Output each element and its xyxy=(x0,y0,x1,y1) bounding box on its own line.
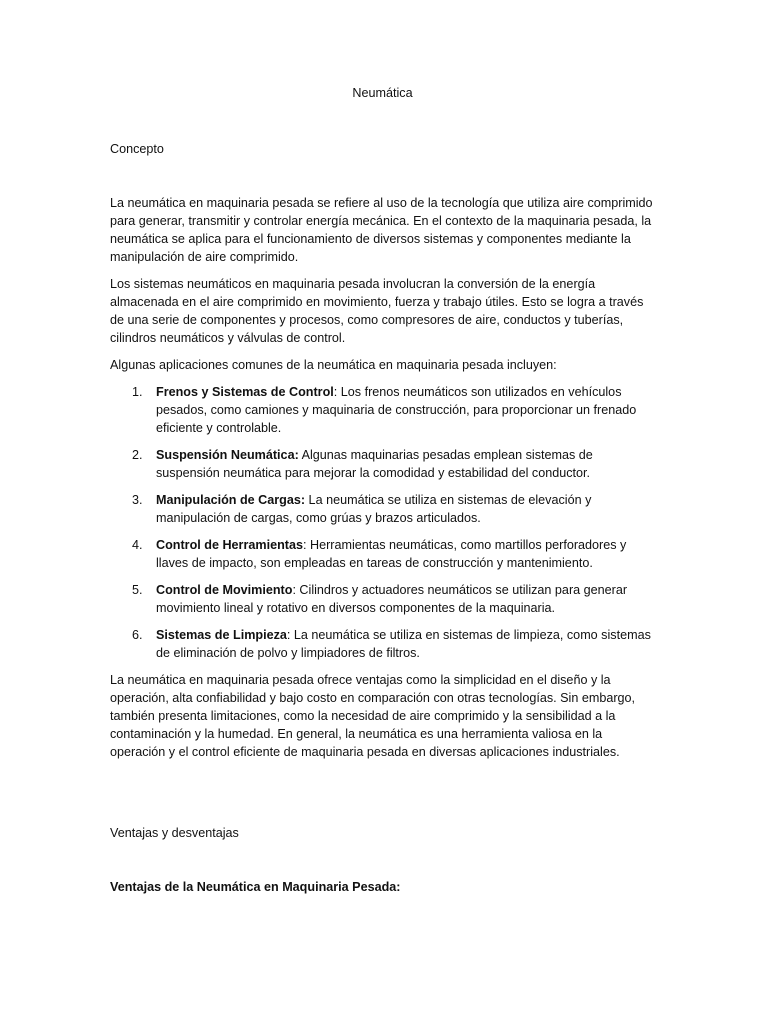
intro-paragraph-1: La neumática en maquinaria pesada se refiere al uso de la tecnología que utiliza aire comprimido para generar, transmitir y controlar energía mecánica. En el contexto de la maquinaria pesada, la neumática se aplica para el funcionamiento de diversos sistemas y componentes mediante la manipulación de aire comprimido. xyxy=(110,196,653,264)
list-item-number: 5. xyxy=(132,583,143,597)
list-item-text: Algunas maquinarias pesadas emplean sistemas de suspensión neumática para mejorar la comodidad y estabilidad del conductor. xyxy=(156,448,593,480)
list-item-separator: : xyxy=(292,583,296,597)
subheading-ventajas-text: Ventajas de la Neumática en Maquinaria Pesada: xyxy=(110,880,401,894)
list-item-number: 2. xyxy=(132,448,143,462)
list-item-text: Los frenos neumáticos son utilizados en vehículos pesados, como camiones y maquinaria de construcción, para proporcionar un frenado eficiente y controlable. xyxy=(156,385,637,435)
document-body xyxy=(110,84,655,896)
list-item-number: 6. xyxy=(132,628,143,642)
section-heading-concepto: Concepto xyxy=(110,142,164,156)
list-item-term: Frenos y Sistemas de Control xyxy=(156,385,334,399)
list-item-term: Control de Herramientas xyxy=(156,538,303,552)
list-item-separator: : xyxy=(286,628,291,642)
section-heading-ventajas: Ventajas y desventajas xyxy=(110,826,239,840)
conclusion-paragraph: La neumática en maquinaria pesada ofrece ventajas como la simplicidad en el diseño y la operación, alta confiabilidad y bajo costo en comparación con otras tecnologías. Sin embargo, también presenta limitaciones, como la necesidad de aire comprimido y la sensibilidad a la contaminación y la humedad. En general, la neumática es una herramienta valiosa en la operación y el control eficiente de maquinaria pesada en diversas aplicaciones industriales. xyxy=(110,673,636,759)
document-title: Neumática xyxy=(352,86,413,100)
list-item-term: Sistemas de Limpieza xyxy=(156,628,287,642)
list-item-number: 1. xyxy=(132,385,143,399)
subheading-ventajas xyxy=(110,878,655,896)
list-item-text: Herramientas neumáticas, como martillos perforadores y llaves de impacto, son empleadas en tareas de construcción y mantenimiento. xyxy=(156,538,627,570)
list-item-term: Suspensión Neumática: xyxy=(156,448,299,462)
list-item-number: 3. xyxy=(132,493,143,507)
intro-paragraph-3: Algunas aplicaciones comunes de la neumática en maquinaria pesada incluyen: xyxy=(110,358,557,372)
list-item-number: 4. xyxy=(132,538,143,552)
list-item xyxy=(110,581,655,617)
applications-list xyxy=(110,383,655,662)
list-item-term: Control de Movimiento xyxy=(156,583,293,597)
list-item xyxy=(110,383,655,437)
list-item-separator: : xyxy=(302,538,307,552)
list-item-text: La neumática se utiliza en sistemas de limpieza, como sistemas de eliminación de polvo y limpiadores de filtros. xyxy=(156,628,651,660)
list-item-text: Cilindros y actuadores neumáticos se utilizan para generar movimiento lineal y rotativo en diversos componentes de la maquinaria. xyxy=(156,583,628,615)
list-item-term: Manipulación de Cargas: xyxy=(156,493,306,507)
list-item xyxy=(110,536,655,572)
intro-paragraph-2: Los sistemas neumáticos en maquinaria pesada involucran la conversión de la energía almacenada en el aire comprimido en movimiento, fuerza y trabajo útiles. Esto se logra a través de una serie de componentes y procesos, como compresores de aire, conductos y tuberías, cilindros neumáticos y válvulas de control. xyxy=(110,277,644,345)
list-item-text: La neumática se utiliza en sistemas de elevación y manipulación de cargas, como grúas y brazos articulados. xyxy=(156,493,592,525)
list-item-separator: : xyxy=(333,385,338,399)
list-item xyxy=(110,626,655,662)
list-item xyxy=(110,446,655,482)
list-item xyxy=(110,491,655,527)
